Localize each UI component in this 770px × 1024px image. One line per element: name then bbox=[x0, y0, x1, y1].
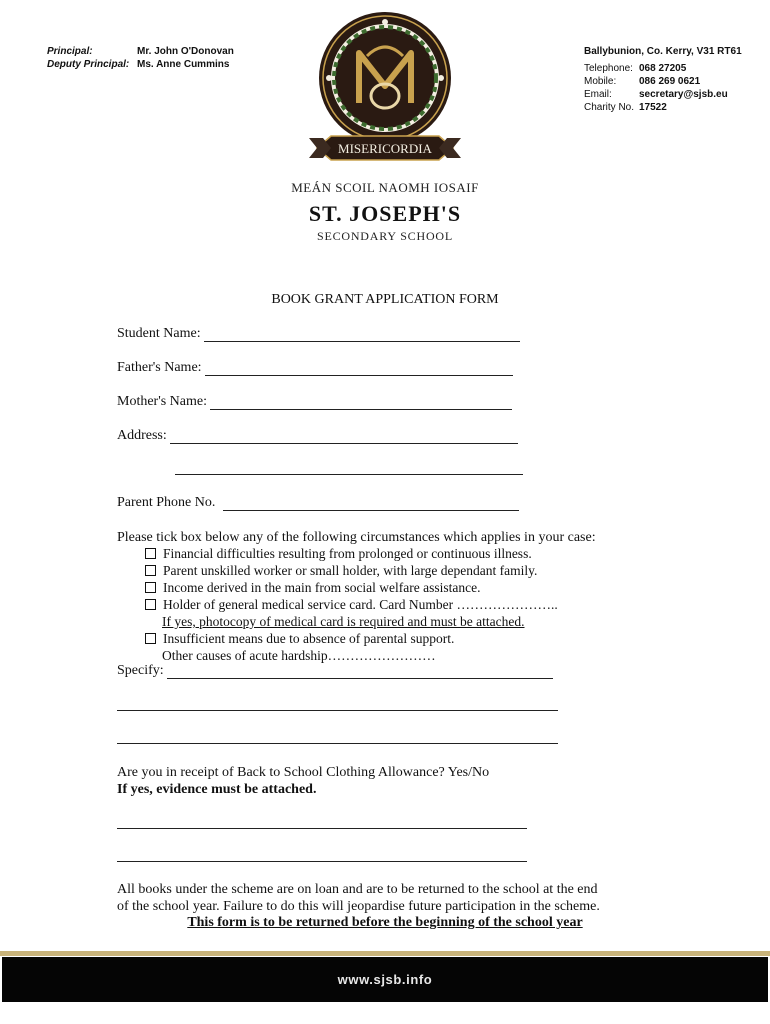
loan-text-line-1: All books under the scheme are on loan and are to be returned to the school at the end bbox=[117, 882, 598, 897]
form-title: BOOK GRANT APPLICATION FORM bbox=[271, 292, 499, 307]
option-parental-support[interactable] bbox=[145, 630, 558, 647]
circumstances-list bbox=[145, 545, 558, 664]
father-name-line[interactable] bbox=[205, 362, 513, 376]
option-label: Income derived in the main from social welfare assistance. bbox=[163, 580, 481, 595]
contact-email bbox=[584, 88, 742, 101]
option-unskilled-worker[interactable] bbox=[145, 562, 558, 579]
school-address: Ballybunion, Co. Kerry, V31 RT61 bbox=[584, 46, 742, 57]
phone-line[interactable] bbox=[223, 497, 519, 511]
father-name-field bbox=[117, 360, 513, 376]
specify-line-1[interactable] bbox=[167, 665, 553, 679]
deputy-role: Deputy Principal: bbox=[47, 59, 130, 70]
contact-value: secretary@sjsb.eu bbox=[639, 89, 728, 100]
specify-line-3[interactable] bbox=[117, 743, 558, 744]
student-name-label: Student Name: bbox=[117, 326, 201, 341]
contact-value: 17522 bbox=[639, 102, 667, 113]
footer-gold-stripe bbox=[0, 951, 770, 956]
crest-motto: MISERICORDIA bbox=[338, 141, 432, 156]
principal-role: Principal: bbox=[47, 46, 93, 57]
mother-name-line[interactable] bbox=[210, 396, 512, 410]
checkbox[interactable] bbox=[145, 633, 156, 644]
allowance-question: Are you in receipt of Back to School Clothing Allowance? Yes/No bbox=[117, 765, 490, 780]
other-causes: Other causes of acute hardship…………………… bbox=[162, 648, 436, 663]
specify-line-2[interactable] bbox=[117, 710, 558, 711]
allowance-line-2[interactable] bbox=[117, 861, 527, 862]
loan-text-line-2: of the school year. Failure to do this will jeopardise future participation in the scheme. bbox=[117, 899, 600, 914]
contact-block bbox=[584, 45, 742, 114]
father-name-label: Father's Name: bbox=[117, 360, 202, 375]
staff-block bbox=[47, 45, 234, 71]
phone-field bbox=[117, 495, 519, 511]
option-label: Holder of general medical service card. Card Number ………………….. bbox=[163, 597, 558, 612]
mother-name-field bbox=[117, 394, 512, 410]
phone-label: Parent Phone No. bbox=[117, 495, 216, 510]
allowance-line-1[interactable] bbox=[117, 828, 527, 829]
return-note: This form is to be returned before the beginning of the school year bbox=[187, 915, 583, 930]
specify-label: Specify: bbox=[117, 663, 164, 678]
address-field bbox=[117, 428, 518, 444]
checkbox[interactable] bbox=[145, 548, 156, 559]
school-name-irish: MEÁN SCOIL NAOMH IOSAIF bbox=[291, 180, 479, 195]
contact-telephone bbox=[584, 62, 742, 75]
school-subtitle: SECONDARY SCHOOL bbox=[316, 229, 454, 243]
footer-bar bbox=[2, 957, 768, 1002]
option-label: Insufficient means due to absence of parental support. bbox=[163, 631, 455, 646]
option-label: Parent unskilled worker or small holder, with large dependant family. bbox=[163, 563, 538, 578]
contact-value: 086 269 0621 bbox=[639, 76, 701, 87]
allowance-note: If yes, evidence must be attached. bbox=[117, 782, 317, 797]
specify-field bbox=[117, 663, 553, 679]
principal-name: Mr. John O'Donovan bbox=[137, 46, 234, 57]
option-label: Financial difficulties resulting from prolonged or continuous illness. bbox=[163, 546, 532, 561]
principal-row bbox=[47, 45, 234, 58]
website-link[interactable]: www.sjsb.info bbox=[337, 972, 433, 987]
option-medical-card[interactable] bbox=[145, 596, 558, 613]
deputy-row bbox=[47, 58, 234, 71]
checkbox[interactable] bbox=[145, 582, 156, 593]
contact-label: Telephone: bbox=[584, 63, 633, 74]
student-name-field bbox=[117, 326, 520, 342]
contact-value: 068 27205 bbox=[639, 63, 687, 74]
student-name-line[interactable] bbox=[204, 328, 520, 342]
checkbox[interactable] bbox=[145, 565, 156, 576]
medical-card-note: If yes, photocopy of medical card is required and must be attached. bbox=[162, 614, 525, 629]
contact-label: Email: bbox=[584, 89, 612, 100]
school-crest-logo bbox=[309, 8, 461, 178]
address-line-1[interactable] bbox=[170, 430, 518, 444]
contact-mobile bbox=[584, 75, 742, 88]
option-illness[interactable] bbox=[145, 545, 558, 562]
address-label: Address: bbox=[117, 428, 167, 443]
mother-name-label: Mother's Name: bbox=[117, 394, 208, 409]
contact-label: Mobile: bbox=[584, 76, 617, 87]
option-social-welfare[interactable] bbox=[145, 579, 558, 596]
checkbox[interactable] bbox=[145, 599, 156, 610]
deputy-name: Ms. Anne Cummins bbox=[137, 59, 230, 70]
school-name: ST. JOSEPH'S bbox=[308, 201, 462, 226]
tick-intro: Please tick box below any of the following circumstances which applies in your case: bbox=[117, 530, 596, 545]
contact-charity bbox=[584, 101, 742, 114]
contact-label: Charity No. bbox=[584, 102, 635, 113]
address-line-2[interactable] bbox=[175, 474, 523, 475]
